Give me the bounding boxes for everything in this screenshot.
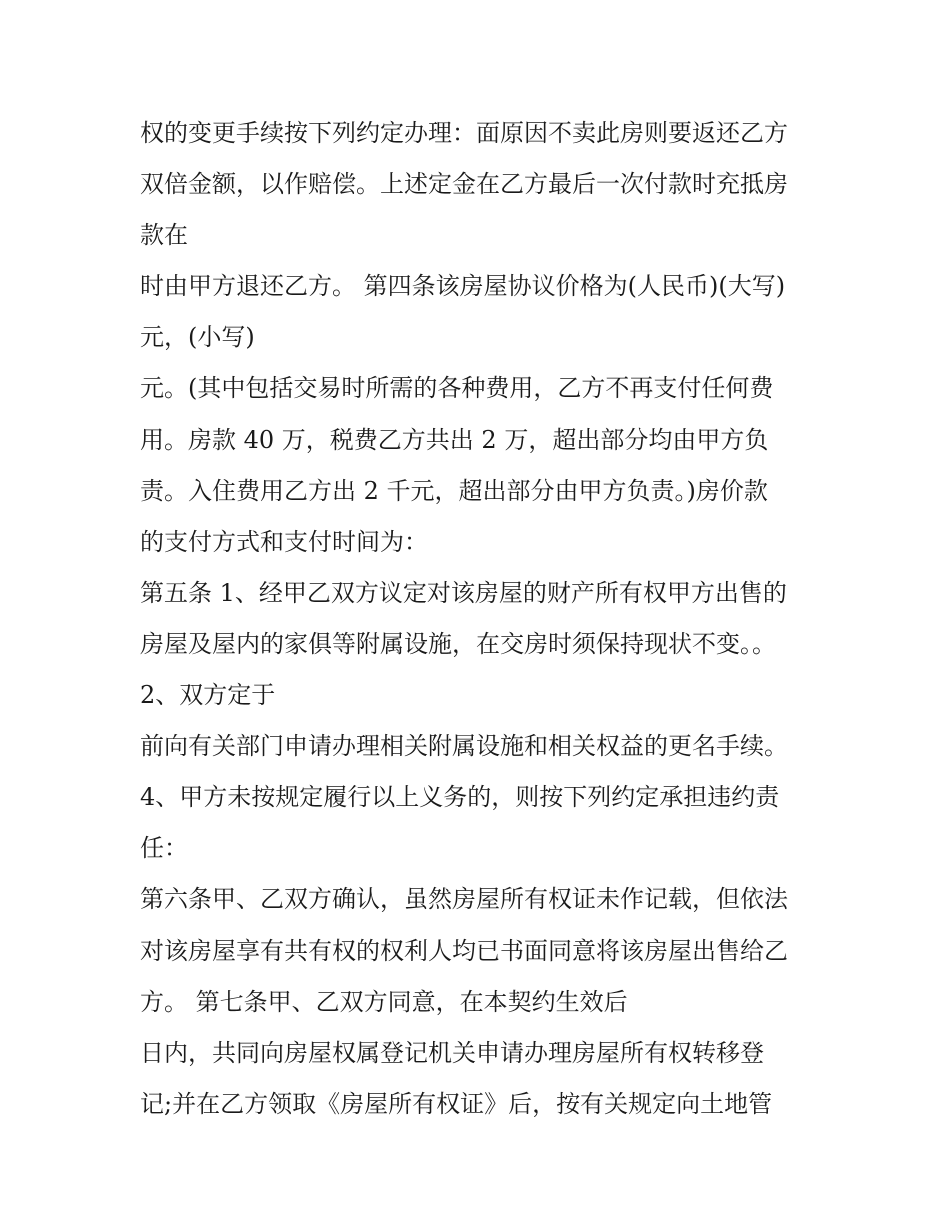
document-body [140,108,830,1130]
text-line: 款在 [140,221,188,250]
text-line: 日内，共同向房屋权属登记机关申请办理房屋所有权转移登 [140,1038,764,1067]
text-line: 的支付方式和支付时间为： [140,527,428,556]
text-line: 4、甲方未按规定履行以上义务的，则按下列约定承担违约责 [140,783,780,812]
text-line: 元，(小写) [140,323,255,352]
text-line: 用。房款 40 万，税费乙方共出 2 万，超出部分均由甲方负 [140,425,769,454]
text-line: 前向有关部门申请办理相关附属设施和相关权益的更名手续。 [140,732,788,761]
text-line: 时由甲方退还乙方。 第四条该房屋协议价格为(人民币)(大写) [140,272,786,301]
text-line: 双倍金额，以作赔偿。上述定金在乙方最后一次付款时充抵房 [140,170,788,199]
text-line: 责。入住费用乙方出 2 千元，超出部分由甲方负责。)房价款 [140,476,768,505]
text-line: 方。 第七条甲、乙双方同意，在本契约生效后 [140,987,628,1016]
text-line: 房屋及屋内的家俱等附属设施，在交房时须保持现状不变。。 [140,629,776,658]
text-line: 元。(其中包括交易时所需的各种费用，乙方不再支付任何费 [140,374,774,403]
text-line: 权的变更手续按下列约定办理：面原因不卖此房则要返还乙方 [140,119,788,147]
text-line: 第五条 1、经甲乙双方议定对该房屋的财产所有权甲方出售的 [140,578,787,607]
text-line: 第六条甲、乙双方确认，虽然房屋所有权证未作记载，但依法 [140,885,788,914]
text-line: 对该房屋享有共有权的权利人均已书面同意将该房屋出售给乙 [140,936,788,965]
text-line: 2、双方定于 [140,681,276,710]
text-line: 记;并在乙方领取《房屋所有权证》后，按有关规定向土地管 [140,1089,773,1118]
text-line: 任： [140,834,188,863]
